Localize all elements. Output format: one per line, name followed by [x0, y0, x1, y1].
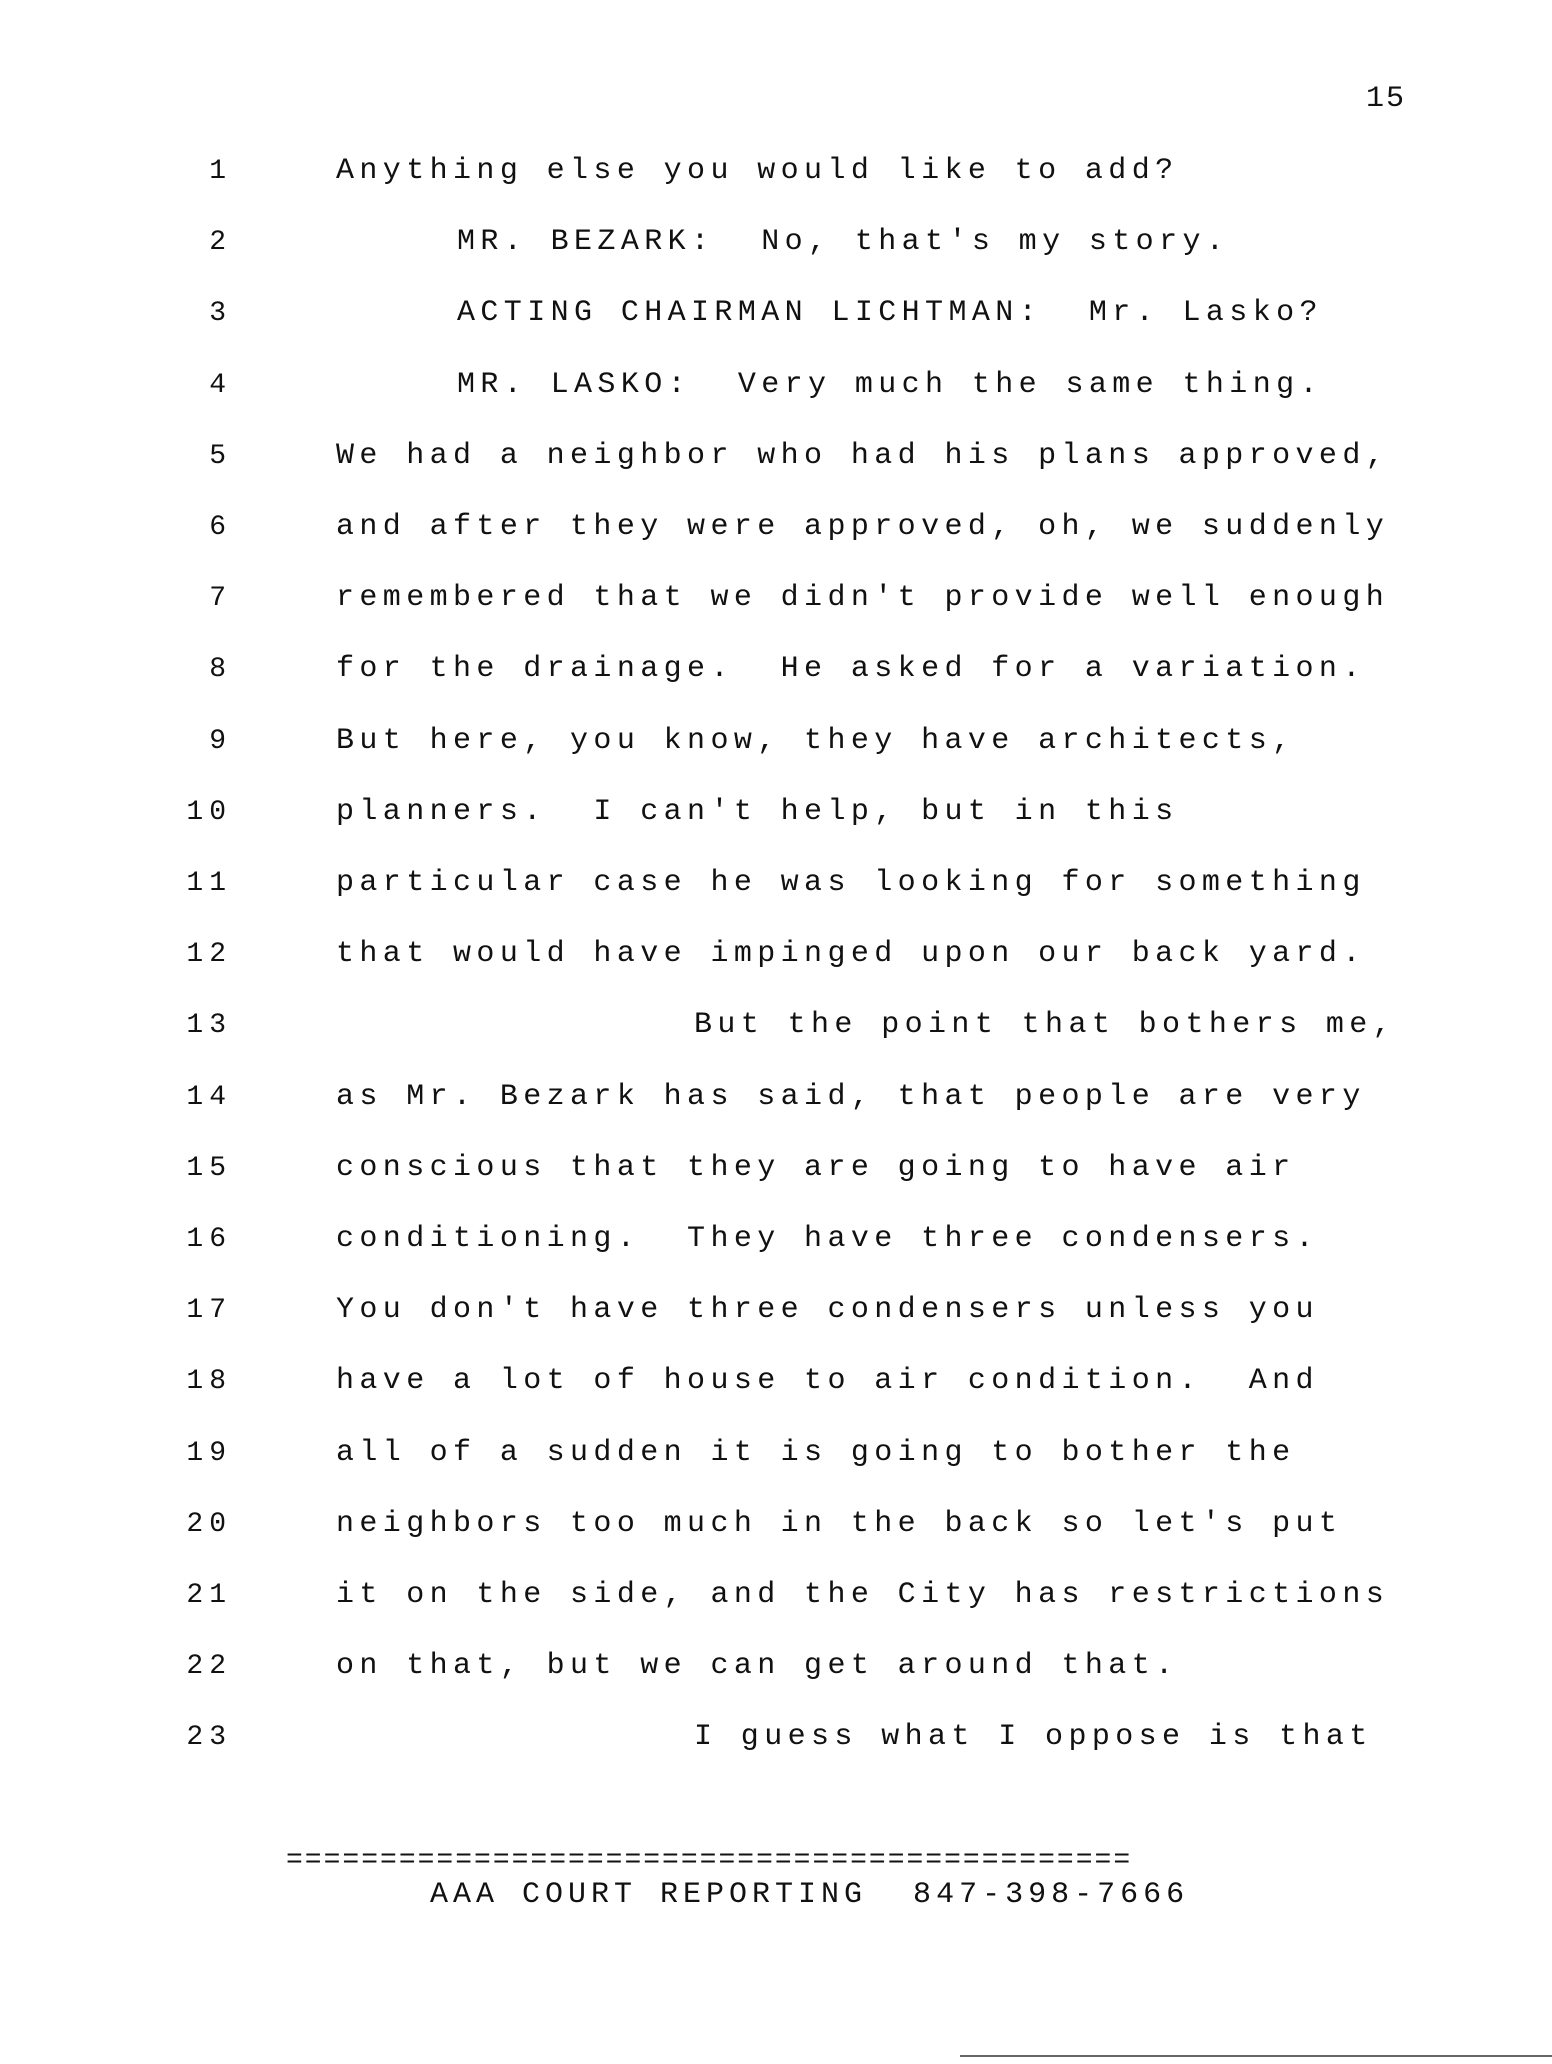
line-text: for the drainage. He asked for a variation.: [336, 652, 1366, 687]
line-text: all of a sudden it is going to bother the: [336, 1435, 1296, 1470]
line-number: 12: [186, 939, 232, 971]
line-text: conditioning. They have three condensers.: [336, 1222, 1319, 1256]
line-number: 3: [209, 298, 232, 330]
line-text: MR. LASKO: Very much the same thing.: [457, 367, 1323, 402]
line-text: neighbors too much in the back so let's put: [336, 1506, 1343, 1541]
line-text: But the point that bothers me,: [694, 1008, 1397, 1043]
line-text: on that, but we can get around that.: [336, 1649, 1179, 1684]
line-number: 6: [209, 512, 232, 543]
line-number: 11: [186, 868, 232, 899]
line-text: planners. I can't help, but in this: [336, 794, 1179, 829]
line-text: Anything else you would like to add?: [336, 154, 1179, 188]
line-number: 17: [186, 1295, 232, 1327]
line-text: particular case he was looking for something: [336, 866, 1366, 900]
line-text: remembered that we didn't provide well enough: [336, 581, 1390, 616]
footer-divider: =============================================: [286, 1845, 1133, 1876]
line-text: and after they were approved, oh, we suddenly: [336, 510, 1390, 544]
line-number: 9: [209, 725, 232, 757]
line-number: 7: [209, 583, 232, 615]
line-text: that would have impinged upon our back yard.: [336, 937, 1366, 972]
line-number: 13: [186, 1010, 232, 1042]
line-number: 1: [209, 156, 232, 187]
scan-edge-line: [960, 2055, 1552, 2057]
line-number: 10: [186, 796, 232, 828]
line-number: 22: [186, 1651, 232, 1683]
line-number: 19: [186, 1437, 232, 1469]
line-number: 23: [186, 1722, 232, 1754]
line-text: it on the side, and the City has restrictions: [336, 1578, 1390, 1612]
line-number: 16: [186, 1224, 232, 1255]
page-number: 15: [1366, 82, 1407, 116]
line-text: have a lot of house to air condition. And: [336, 1364, 1319, 1399]
line-number: 15: [186, 1152, 232, 1184]
line-number: 4: [209, 369, 232, 401]
line-text: We had a neighbor who had his plans approved,: [336, 438, 1390, 473]
line-number: 8: [209, 654, 232, 686]
line-text: MR. BEZARK: No, that's my story.: [457, 225, 1230, 260]
footer-court-reporting: AAA COURT REPORTING 847-398-7666: [430, 1878, 1190, 1912]
line-text: ACTING CHAIRMAN LICHTMAN: Mr. Lasko?: [457, 296, 1323, 331]
line-number: 14: [186, 1081, 232, 1113]
line-text: I guess what I oppose is that: [694, 1720, 1373, 1755]
line-number: 20: [186, 1508, 232, 1540]
line-number: 2: [209, 227, 232, 259]
line-number: 5: [209, 440, 232, 472]
line-text: as Mr. Bezark has said, that people are very: [336, 1079, 1366, 1114]
line-number: 21: [186, 1580, 232, 1611]
line-text: But here, you know, they have architects,: [336, 723, 1296, 758]
line-text: You don't have three condensers unless you: [336, 1293, 1319, 1328]
line-number: 18: [186, 1366, 232, 1398]
line-text: conscious that they are going to have air: [336, 1150, 1296, 1185]
